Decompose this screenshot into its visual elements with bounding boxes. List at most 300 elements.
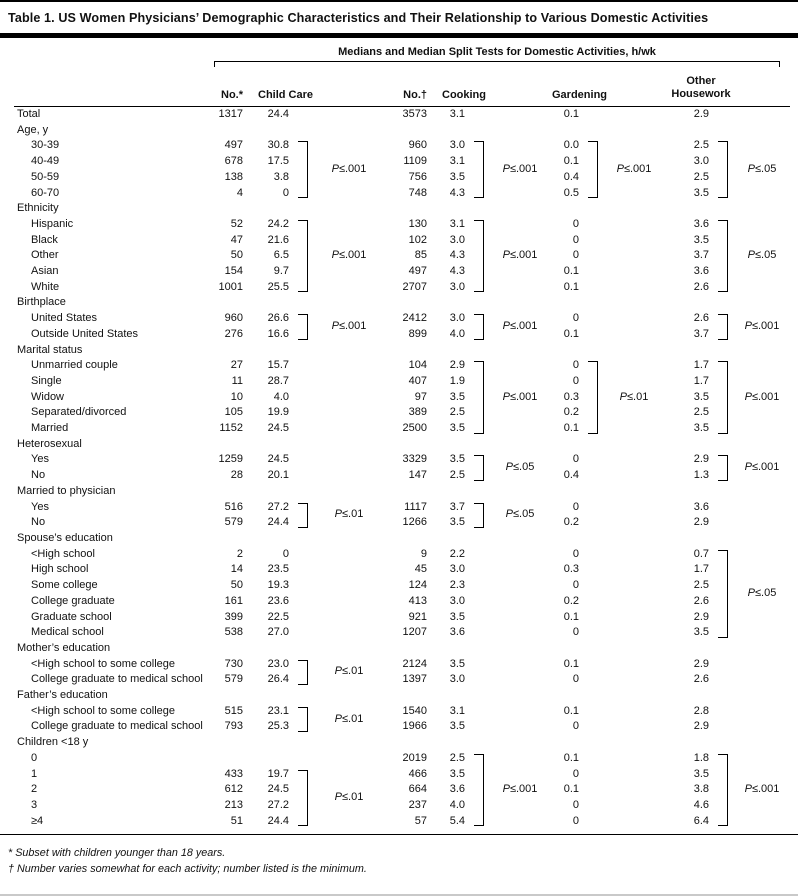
cell-cooking (432, 688, 470, 704)
p-value-cell-empty (604, 814, 664, 830)
bracket-cell-empty (294, 625, 314, 641)
p-value-cell-empty (604, 798, 664, 814)
bracket-cell-empty (470, 123, 490, 139)
cell-child-care (248, 201, 294, 217)
cell-cooking (432, 123, 470, 139)
bracket-cell-empty (470, 735, 490, 751)
cell-cooking: 3.0 (449, 594, 465, 607)
cell-child-care: 17.5 (267, 155, 289, 168)
p-value-cell-empty (490, 484, 550, 500)
bracket-cell-empty (294, 452, 314, 468)
bracket-cell-empty (584, 248, 604, 264)
cell-other-housework: 2.6 (693, 594, 710, 607)
cell-other-housework (664, 123, 714, 139)
cell-other-housework: 3.6 (693, 500, 710, 513)
cell-cooking: 3.5 (449, 390, 465, 403)
bracket-cell-empty (470, 641, 490, 657)
bracket-cell-empty (470, 562, 490, 578)
row-label: College graduate (31, 594, 115, 607)
cell-other-housework: 3.5 (693, 186, 710, 199)
header-row (14, 67, 790, 107)
bracket-cell-empty (584, 515, 604, 531)
p-value: P≤.01 (334, 508, 364, 521)
p-value-cell (734, 217, 790, 296)
bracket-cell-empty (294, 688, 314, 704)
bracket (474, 455, 484, 480)
cell-no1 (210, 437, 248, 453)
cell-other-housework: 1.7 (693, 359, 710, 372)
row-label: Graduate school (31, 610, 112, 623)
cell-no1: 47 (230, 233, 243, 246)
p-value-cell (314, 704, 384, 735)
p-value-cell-empty (314, 688, 384, 704)
p-value-cell-empty (314, 735, 384, 751)
p-value-cell-empty (604, 217, 664, 233)
table-row (14, 672, 790, 688)
p-value-cell-empty (314, 343, 384, 359)
cell-gardening: 0.2 (563, 516, 579, 529)
cell-gardening: 0 (572, 500, 579, 513)
p-value: P≤.01 (334, 665, 364, 678)
cell-cooking: 4.0 (449, 327, 465, 340)
cell-no1: 433 (224, 767, 243, 780)
cell-gardening: 0 (572, 798, 579, 811)
p-value-cell-empty (490, 201, 550, 217)
row-label: Birthplace (17, 296, 66, 309)
p-value-cell-empty (314, 405, 384, 421)
cell-no2 (384, 531, 432, 547)
table-row (14, 610, 790, 626)
p-value-cell-empty (490, 547, 550, 563)
cell-other-housework: 2.9 (693, 610, 710, 623)
cell-gardening (550, 735, 584, 751)
cell-no1: 276 (224, 327, 243, 340)
cell-gardening: 0.0 (563, 139, 579, 152)
p-value: P≤.05 (747, 586, 777, 599)
bracket-cell-empty (294, 468, 314, 484)
cell-no2 (384, 735, 432, 751)
cell-no1: 1001 (218, 280, 243, 293)
bracket (298, 314, 308, 339)
p-value-cell-empty (490, 531, 550, 547)
bracket-cell (294, 217, 314, 296)
p-value: P≤.05 (505, 508, 535, 521)
cell-no1: 497 (224, 139, 243, 152)
table-row (14, 814, 790, 830)
row-label: Yes (31, 500, 49, 513)
cell-other-housework: 3.5 (693, 626, 710, 639)
cell-no2: 389 (408, 406, 427, 419)
p-value-cell-empty (314, 295, 384, 311)
bracket-cell-empty (714, 123, 734, 139)
cell-child-care: 22.5 (267, 610, 289, 623)
p-value-cell-empty (604, 610, 664, 626)
p-value-cell-empty (314, 547, 384, 563)
p-value-cell-empty (314, 531, 384, 547)
cell-no2: 2124 (402, 657, 427, 670)
cell-gardening (550, 641, 584, 657)
cell-gardening: 0.1 (563, 704, 579, 717)
cell-other-housework: 2.5 (693, 139, 710, 152)
cell-cooking (432, 343, 470, 359)
p-value-cell-empty (734, 484, 790, 500)
p-value-cell-empty (314, 437, 384, 453)
cell-child-care (248, 484, 294, 500)
cell-gardening: 0 (572, 374, 579, 387)
cell-cooking: 3.0 (449, 233, 465, 246)
bracket-cell-empty (584, 672, 604, 688)
cell-no1: 14 (230, 563, 243, 576)
cell-other-housework: 3.5 (693, 422, 710, 435)
bracket-cell-empty (584, 107, 604, 123)
cell-gardening: 0.1 (563, 422, 579, 435)
bracket-cell-empty (294, 107, 314, 123)
cell-no2 (384, 343, 432, 359)
p-value-cell (604, 358, 664, 437)
cell-child-care: 0 (282, 186, 289, 199)
cell-gardening: 0 (572, 579, 579, 592)
row-label: Marital status (17, 343, 83, 356)
cell-child-care: 27.2 (267, 798, 289, 811)
p-value-cell-empty (604, 657, 664, 673)
cell-other-housework: 3.6 (693, 265, 710, 278)
p-value: P≤.01 (334, 791, 364, 804)
cell-gardening (550, 437, 584, 453)
cell-child-care: 23.0 (267, 657, 289, 670)
p-value-cell-empty (604, 594, 664, 610)
bracket-cell-empty (584, 311, 604, 327)
cell-child-care: 19.7 (267, 767, 289, 780)
row-label: Yes (31, 453, 49, 466)
table-row (14, 107, 790, 123)
cell-other-housework (664, 295, 714, 311)
cell-cooking: 3.5 (449, 516, 465, 529)
table-row (14, 751, 790, 767)
bracket-cell-empty (294, 390, 314, 406)
cell-no2: 960 (408, 139, 427, 152)
cell-other-housework: 3.8 (693, 783, 710, 796)
p-value-cell-empty (604, 531, 664, 547)
row-label: Heterosexual (17, 437, 82, 450)
row-label: Hispanic (31, 217, 74, 230)
table-row (14, 468, 790, 484)
bracket-cell-empty (470, 484, 490, 500)
bracket-cell-empty (294, 751, 314, 767)
bracket-cell-empty (294, 437, 314, 453)
bracket-cell-empty (714, 657, 734, 673)
col-header-no2: No.† (384, 67, 432, 107)
cell-child-care: 20.1 (267, 469, 289, 482)
p-value-cell-empty (490, 735, 550, 751)
bracket (718, 361, 728, 434)
section-row (14, 531, 790, 547)
cell-no1: 1317 (218, 108, 243, 120)
cell-no2: 413 (408, 594, 427, 607)
bracket (588, 361, 598, 434)
p-value-cell-empty (314, 562, 384, 578)
bracket-cell-empty (584, 327, 604, 343)
cell-gardening: 0.4 (563, 170, 579, 183)
bracket-cell-empty (294, 735, 314, 751)
p-value-cell (314, 657, 384, 688)
cell-gardening (550, 201, 584, 217)
p-value: P≤.001 (502, 390, 538, 403)
bracket (718, 220, 728, 293)
bracket-cell-empty (584, 641, 604, 657)
bracket-cell-empty (714, 107, 734, 123)
row-label: Separated/divorced (31, 406, 127, 419)
bracket-cell-empty (294, 123, 314, 139)
p-value-cell (490, 358, 550, 437)
row-label: Unmarried couple (31, 359, 118, 372)
cell-no1 (210, 688, 248, 704)
cell-no1: 161 (224, 594, 243, 607)
bracket (298, 220, 308, 293)
bracket-cell-empty (470, 343, 490, 359)
bracket (474, 503, 484, 528)
row-label: Asian (31, 265, 59, 278)
cell-no1: 28 (230, 469, 243, 482)
cell-gardening: 0.2 (563, 406, 579, 419)
bracket-cell-empty (470, 625, 490, 641)
bracket-cell-empty (294, 343, 314, 359)
bracket-cell-empty (294, 562, 314, 578)
cell-no2: 3329 (402, 453, 427, 466)
cell-no1: 730 (224, 657, 243, 670)
bracket-cell-empty (584, 343, 604, 359)
cell-cooking: 3.7 (449, 500, 465, 513)
row-label: Spouse’s education (17, 531, 113, 544)
cell-no1: 105 (224, 406, 243, 419)
bracket-cell-empty (584, 264, 604, 280)
p-value-cell-empty (734, 295, 790, 311)
cell-gardening (550, 531, 584, 547)
cell-cooking: 1.9 (449, 374, 465, 387)
row-label: 30-39 (31, 139, 60, 152)
cell-no1 (210, 201, 248, 217)
p-value-cell-empty (604, 782, 664, 798)
bracket-cell-empty (294, 405, 314, 421)
cell-gardening: 0 (572, 814, 579, 827)
cell-no2 (384, 641, 432, 657)
cell-no1: 612 (224, 783, 243, 796)
cell-gardening: 0.1 (563, 610, 579, 623)
table-row (14, 374, 790, 390)
row-label: 3 (31, 798, 38, 811)
cell-gardening: 0 (572, 312, 579, 325)
p-value-cell-empty (314, 452, 384, 468)
cell-other-housework: 3.5 (693, 233, 710, 246)
cell-child-care (248, 735, 294, 751)
row-label: 0 (31, 751, 38, 764)
cell-no2 (384, 688, 432, 704)
p-value-cell-empty (490, 657, 550, 673)
bracket (718, 754, 728, 827)
cell-no1: 27 (230, 359, 243, 372)
p-value-cell (734, 311, 790, 342)
cell-no2 (384, 484, 432, 500)
table-row (14, 327, 790, 343)
cell-gardening: 0.1 (563, 783, 579, 796)
table-body (14, 107, 790, 830)
cell-child-care: 24.4 (267, 516, 289, 529)
bracket-cell-empty (714, 295, 734, 311)
cell-cooking: 3.0 (449, 563, 465, 576)
p-value-cell-empty (734, 704, 790, 720)
row-label: Other (31, 249, 59, 262)
bracket-cell-empty (584, 437, 604, 453)
p-value-cell-empty (734, 719, 790, 735)
cell-other-housework: 3.5 (693, 390, 710, 403)
bracket-cell (470, 751, 490, 830)
bracket-cell-empty (470, 201, 490, 217)
p-value-cell-empty (734, 735, 790, 751)
p-value-cell-empty (734, 437, 790, 453)
p-value-cell (734, 358, 790, 437)
bracket-cell-empty (714, 500, 734, 516)
bracket-cell-empty (714, 719, 734, 735)
bracket-cell-empty (584, 500, 604, 516)
bracket-cell-empty (714, 641, 734, 657)
cell-no1 (210, 295, 248, 311)
bracket (474, 361, 484, 434)
cell-child-care: 23.5 (267, 563, 289, 576)
bracket-cell (294, 500, 314, 531)
cell-other-housework: 3.7 (693, 249, 710, 262)
cell-no2: 2500 (402, 422, 427, 435)
col-header-child-care: Child Care (248, 67, 384, 107)
p-value-cell-empty (604, 233, 664, 249)
cell-no2: 45 (414, 563, 427, 576)
cell-child-care: 23.1 (267, 704, 289, 717)
cell-no1: 50 (230, 579, 243, 592)
cell-child-care: 15.7 (267, 359, 289, 372)
section-row (14, 295, 790, 311)
p-value-cell-empty (604, 547, 664, 563)
bracket-cell-empty (584, 484, 604, 500)
cell-no1 (210, 343, 248, 359)
p-value-cell-empty (604, 248, 664, 264)
row-label: No (31, 516, 46, 529)
p-value: P≤.001 (331, 162, 367, 175)
p-value-cell-empty (490, 578, 550, 594)
bracket-cell-empty (584, 233, 604, 249)
p-value-cell-empty (734, 201, 790, 217)
cell-no2: 130 (408, 217, 427, 230)
cell-no2: 748 (408, 186, 427, 199)
bracket-cell (584, 138, 604, 201)
bracket-cell-empty (584, 468, 604, 484)
bracket-cell (470, 311, 490, 342)
cell-no2: 97 (414, 390, 427, 403)
table-row (14, 515, 790, 531)
bracket-cell-empty (584, 719, 604, 735)
cell-child-care (248, 751, 294, 767)
p-value-cell-empty (604, 767, 664, 783)
cell-no2: 104 (408, 359, 427, 372)
p-value-cell (490, 311, 550, 342)
p-value: P≤.001 (502, 249, 538, 262)
bracket-cell (714, 217, 734, 296)
cell-other-housework: 2.9 (693, 720, 710, 733)
column-spanner-label: Medians and Median Split Tests for Domestic Activities, h/wk (338, 46, 656, 58)
p-value-cell-empty (314, 123, 384, 139)
cell-child-care: 21.6 (267, 233, 289, 246)
bracket-cell-empty (584, 531, 604, 547)
cell-child-care: 30.8 (267, 139, 289, 152)
bracket-cell-empty (584, 814, 604, 830)
cell-cooking: 2.5 (449, 406, 465, 419)
bracket-cell-empty (714, 688, 734, 704)
p-value-cell (734, 138, 790, 201)
bracket-cell-empty (294, 531, 314, 547)
cell-gardening: 0 (572, 217, 579, 230)
cell-no2: 147 (408, 469, 427, 482)
cell-cooking: 3.1 (449, 108, 465, 120)
cell-no2: 57 (414, 814, 427, 827)
p-value-cell-empty (314, 468, 384, 484)
cell-other-housework: 1.7 (693, 563, 710, 576)
p-value-cell (490, 452, 550, 483)
bracket-cell-empty (470, 657, 490, 673)
p-value-cell-empty (734, 672, 790, 688)
cell-child-care: 9.7 (273, 265, 289, 278)
cell-no1: 213 (224, 798, 243, 811)
cell-no2: 2707 (402, 280, 427, 293)
bracket-cell (714, 751, 734, 830)
cell-child-care: 24.5 (267, 453, 289, 466)
bracket (298, 707, 308, 732)
cell-other-housework: 3.0 (693, 155, 710, 168)
bracket-cell-empty (584, 657, 604, 673)
cell-child-care: 24.2 (267, 217, 289, 230)
cell-no1 (210, 641, 248, 657)
cell-gardening: 0.1 (563, 155, 579, 168)
bracket-cell-empty (714, 484, 734, 500)
p-value-cell-empty (314, 390, 384, 406)
bracket (298, 503, 308, 528)
cell-child-care (248, 437, 294, 453)
col-header-label (14, 67, 210, 107)
row-label: Married (31, 422, 69, 435)
cell-no2: 102 (408, 233, 427, 246)
row-label: Married to physician (17, 484, 116, 497)
cell-child-care: 6.5 (273, 249, 289, 262)
cell-other-housework: 3.7 (693, 327, 710, 340)
p-value-cell-empty (604, 468, 664, 484)
p-value-cell-empty (314, 421, 384, 437)
bracket-cell (470, 138, 490, 201)
p-value-cell-empty (604, 311, 664, 327)
cell-cooking: 3.5 (449, 657, 465, 670)
footnotes (0, 835, 798, 877)
cell-cooking: 5.4 (449, 814, 465, 827)
p-value-cell-empty (604, 437, 664, 453)
cell-other-housework: 1.7 (693, 374, 710, 387)
bracket-cell-empty (714, 343, 734, 359)
table-row (14, 547, 790, 563)
row-label: College graduate to medical school (31, 673, 203, 686)
bracket-cell-empty (470, 107, 490, 123)
cell-other-housework (664, 735, 714, 751)
cell-other-housework (664, 531, 714, 547)
bracket-cell-empty (470, 531, 490, 547)
table-row (14, 452, 790, 468)
bracket (718, 141, 728, 198)
bracket-cell-empty (294, 421, 314, 437)
table-row (14, 264, 790, 280)
cell-child-care: 19.9 (267, 406, 289, 419)
